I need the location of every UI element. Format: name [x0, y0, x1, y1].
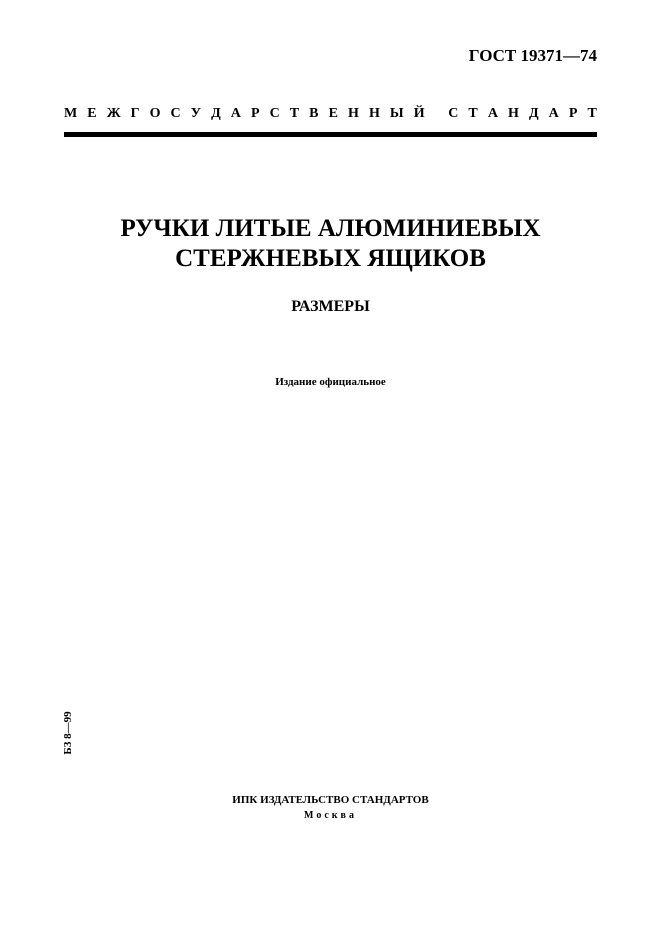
heading-letter: С	[448, 106, 459, 121]
heading-letter: А	[487, 106, 498, 121]
heading-letter: Т	[468, 106, 478, 121]
heading-letter: А	[230, 106, 241, 121]
heading-letter: Н	[508, 106, 519, 121]
heading-letter: Г	[130, 106, 140, 121]
side-catalog-code: БЗ 8—99	[62, 711, 74, 755]
heading-letter: Е	[328, 106, 338, 121]
publisher-name: ИПК ИЗДАТЕЛЬСТВО СТАНДАРТОВ	[232, 794, 429, 806]
edition-note: Издание официальное	[275, 376, 386, 388]
heading-letter: Й	[413, 106, 425, 121]
document-subtitle: РАЗМЕРЫ	[291, 298, 370, 315]
heading-letter: Т	[289, 106, 300, 121]
interstate-standard-heading	[64, 106, 597, 122]
heading-letter: Н	[347, 106, 359, 121]
heading-letter: М	[64, 106, 78, 121]
heading-letter: У	[190, 106, 201, 121]
heading-letter: Т	[587, 106, 597, 121]
heading-letter: Д	[528, 106, 539, 121]
heading-letter: Н	[368, 106, 380, 121]
heading-letter: Р	[568, 106, 578, 121]
heading-word-gap	[435, 106, 439, 122]
heading-letter: Е	[87, 106, 97, 121]
heading-letter: С	[170, 106, 181, 121]
heading-letter: Ы	[389, 106, 404, 121]
title-line-2: СТЕРЖНЕВЫХ ЯЩИКОВ	[175, 245, 486, 272]
heading-letter: Ж	[106, 106, 121, 121]
heading-letter: О	[149, 106, 161, 121]
header-rule	[64, 132, 597, 137]
gost-code: ГОСТ 19371—74	[468, 46, 597, 65]
document-title	[0, 214, 661, 274]
heading-letter: Р	[250, 106, 260, 121]
heading-letter: Д	[211, 106, 221, 121]
heading-letter: В	[309, 106, 319, 121]
heading-letter: А	[548, 106, 559, 121]
title-line-1: РУЧКИ ЛИТЫЕ АЛЮМИНИЕВЫХ	[120, 215, 541, 242]
heading-letter: С	[269, 106, 280, 121]
publisher-city: Москва	[304, 810, 357, 821]
